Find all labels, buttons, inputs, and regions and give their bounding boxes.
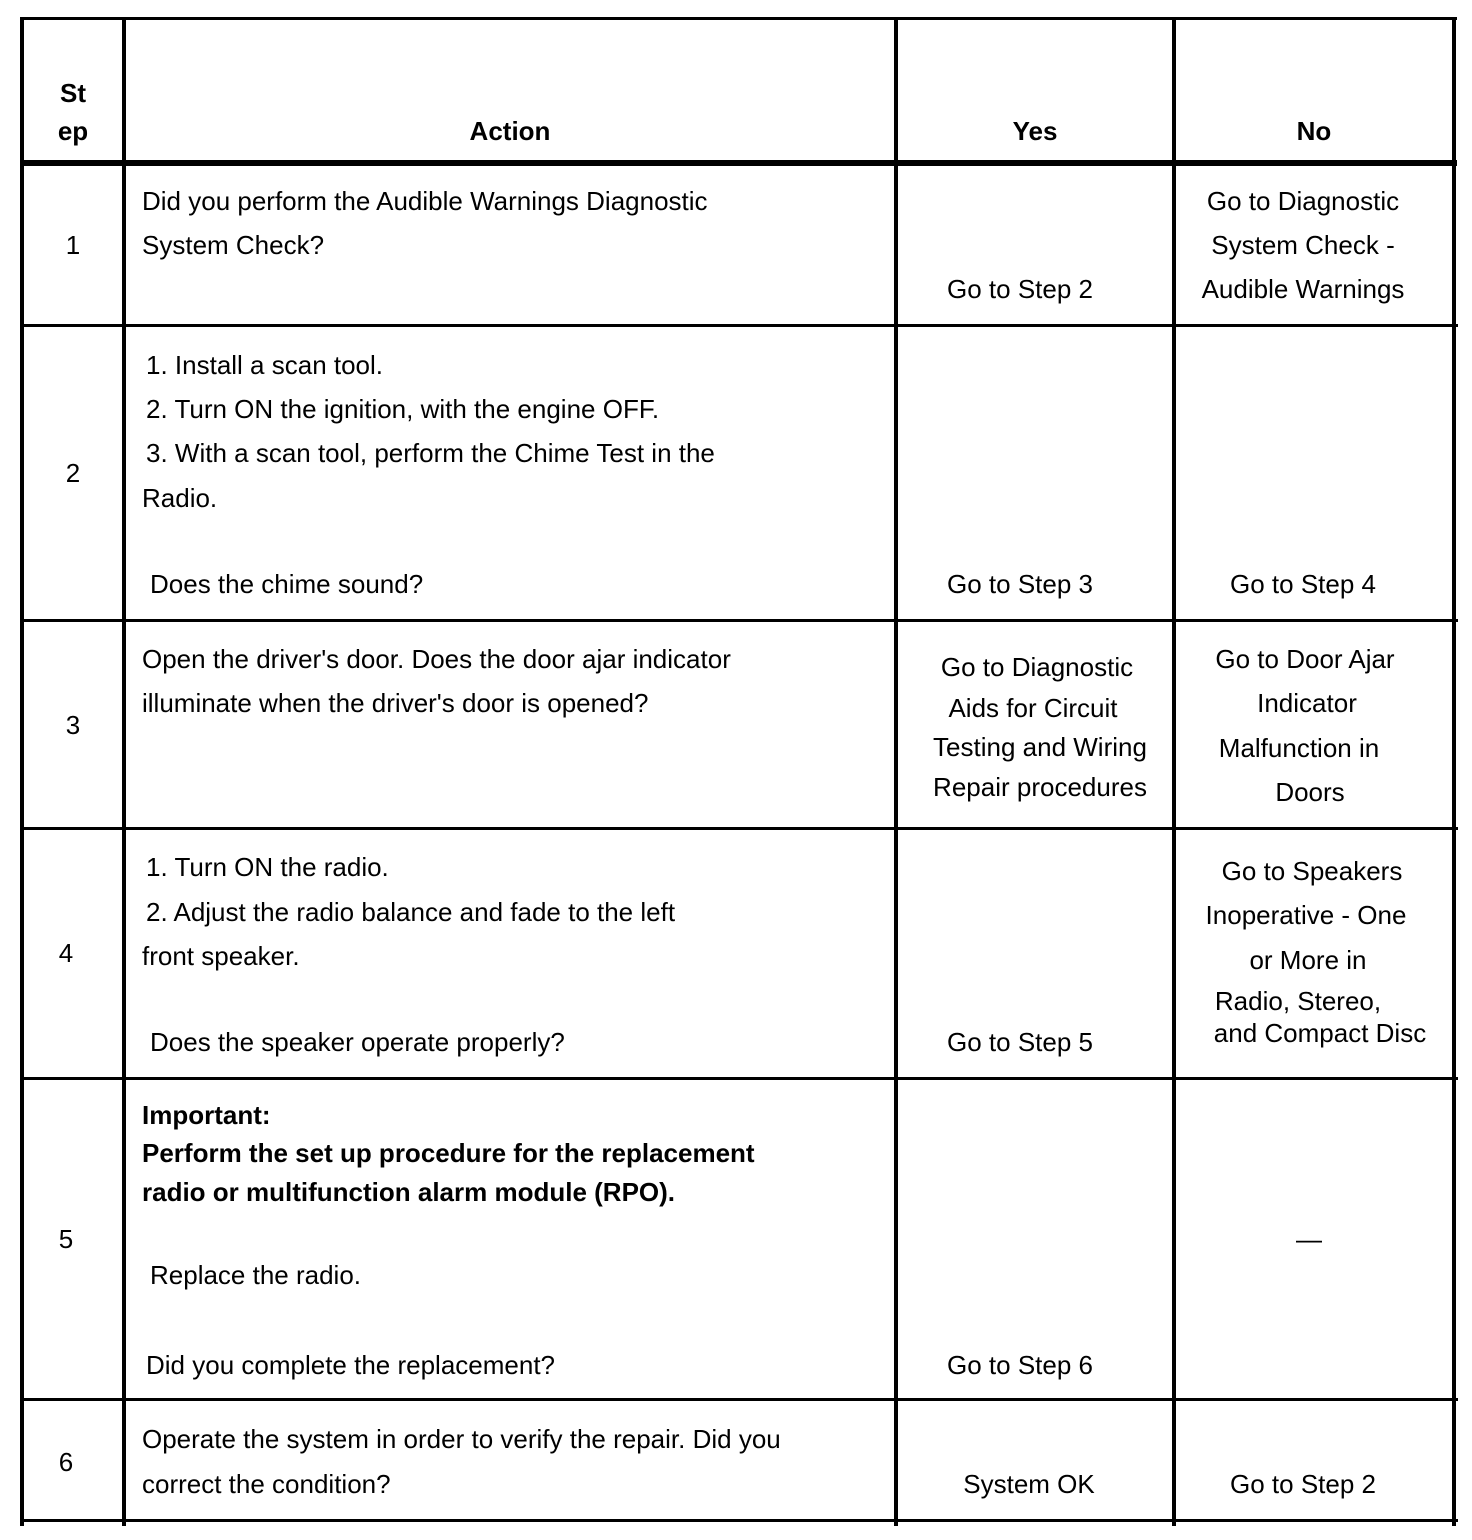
column-line — [122, 17, 126, 1526]
step-number: 3 — [65, 710, 81, 740]
action-text: Replace the radio. — [150, 1260, 362, 1290]
step-number: 4 — [58, 938, 74, 968]
table-border-top — [20, 17, 1457, 20]
question-text: Does the chime sound? — [150, 569, 424, 599]
action-text: 1. Install a scan tool. — [146, 350, 384, 380]
question-text: Does the speaker operate properly? — [150, 1027, 565, 1057]
action-text: 3. With a scan tool, perform the Chime Test in the — [146, 438, 715, 468]
yes-cell: Go to Step 2 — [947, 274, 1093, 304]
important-text: Perform the set up procedure for the replacement — [142, 1138, 755, 1168]
question-text: Did you complete the replacement? — [146, 1350, 556, 1380]
step-number: 1 — [65, 230, 81, 260]
action-text: Operate the system in order to verify the repair. Did you — [142, 1424, 781, 1454]
step-number: 2 — [65, 458, 81, 488]
important-label: Important: — [142, 1100, 271, 1130]
action-text: Did you perform the Audible Warnings Diagnostic — [142, 186, 708, 216]
row-divider — [22, 619, 1458, 622]
no-cell: — — [1296, 1224, 1322, 1254]
column-line — [1452, 17, 1456, 1526]
no-cell: Go to Step 4 — [1230, 569, 1376, 599]
row-divider — [22, 827, 1458, 830]
action-text: correct the condition? — [142, 1469, 391, 1499]
diagnostic-table: St ep Action Yes No 1 Did you perform the Audible Warnings Diagnostic System Check? Go to Step 2 Go to Diagnostic System Check - Audible Warnings 2 1. Install a scan tool. 2. Turn ON the ignition, with the engine OFF. 3. With a scan tool, perform the Chime Test in the Radio. Does the chime sound? Go to Step 3 Go to Step 4 3 Open the driver's door. Does the door ajar indicator illuminate when the driver's door is opened? Go to Diagnostic Aids for Circuit Testing and Wiring Repair procedures Go to Door Ajar Indicator Malfunction in Doors 4 1. Turn ON the radio. 2. Adjust the radio balance and fade to the left front speaker. Does the speaker operate properly? Go to Step 5 Go to Speakers Inoperative - One or More in Radio, Stereo, and Compact Disc 5 Important: Perform the set up procedure for the replacement radio or multifunction alarm module (RPO). Replace the radio. Did you complete the replacement? Go to Step 6 — 6 Operate the system in order to verify the repair. Did you correct the condition? System OK Go to Step 2 — [0, 0, 1472, 1540]
action-text: 2. Adjust the radio balance and fade to the left — [146, 897, 676, 927]
yes-cell: Go to Step 3 — [947, 569, 1093, 599]
step-number: 5 — [58, 1224, 74, 1254]
no-cell: Go to Step 2 — [1230, 1469, 1376, 1499]
row-divider — [22, 1519, 1458, 1522]
important-text: radio or multifunction alarm module (RPO). — [142, 1177, 676, 1207]
yes-cell: System OK — [963, 1469, 1095, 1499]
action-text: front speaker. — [142, 941, 300, 971]
step-number: 6 — [58, 1447, 74, 1477]
action-text: Radio. — [142, 483, 218, 513]
action-text: 2. Turn ON the ignition, with the engine OFF. — [146, 394, 660, 424]
action-text: Open the driver's door. Does the door ajar indicator — [142, 644, 731, 674]
yes-cell: Go to Step 5 — [947, 1027, 1093, 1057]
action-text: 1. Turn ON the radio. — [146, 852, 389, 882]
header-rule — [20, 160, 1457, 166]
action-text: System Check? — [142, 230, 325, 260]
row-divider — [22, 1077, 1458, 1080]
header-yes: Yes — [1012, 116, 1058, 146]
header-action: Action — [469, 116, 551, 146]
header-no: No — [1296, 116, 1332, 146]
row-divider — [22, 1398, 1458, 1401]
action-text: illuminate when the driver's door is opened? — [142, 688, 649, 718]
row-divider — [22, 324, 1458, 327]
yes-cell: Go to Step 6 — [947, 1350, 1093, 1380]
